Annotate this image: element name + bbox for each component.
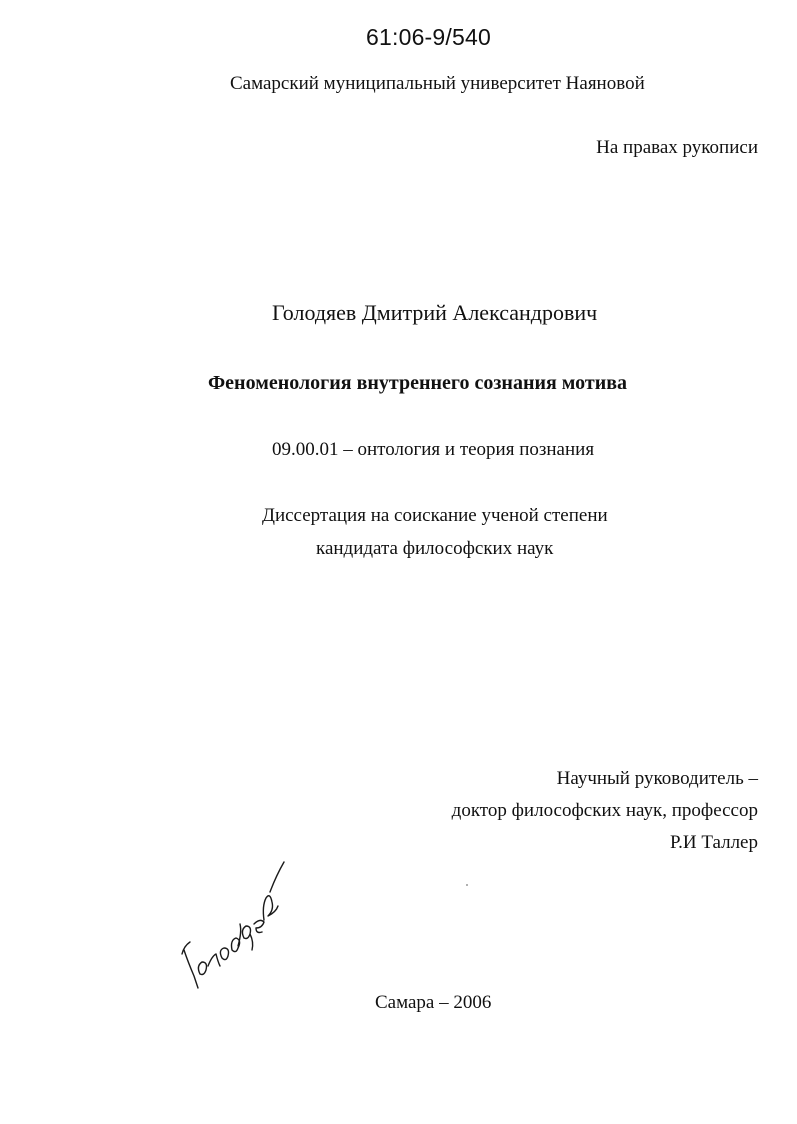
degree-line-1: Диссертация на соискание ученой степени [262, 505, 608, 526]
archive-code: 61:06-9/540 [366, 24, 491, 50]
handwritten-signature [178, 858, 288, 998]
author-name: Голодяев Дмитрий Александрович [272, 300, 598, 325]
manuscript-rights-note: На правах рукописи [596, 137, 758, 158]
supervisor-block [452, 763, 758, 859]
place-and-year: Самара – 2006 [375, 992, 492, 1013]
specialty-code: 09.00.01 – онтология и теория познания [272, 439, 595, 460]
scan-speck [466, 884, 468, 886]
degree-line-2: кандидата философских наук [316, 538, 554, 559]
university-name: Самарский муниципальный университет Наяновой [230, 73, 645, 94]
supervisor-name: Р.И Таллер [669, 832, 758, 853]
supervisor-label: Научный руководитель – [556, 768, 758, 789]
dissertation-title: Феноменология внутреннего сознания мотива [208, 372, 628, 394]
supervisor-credentials: доктор философских наук, профессор [451, 800, 758, 821]
